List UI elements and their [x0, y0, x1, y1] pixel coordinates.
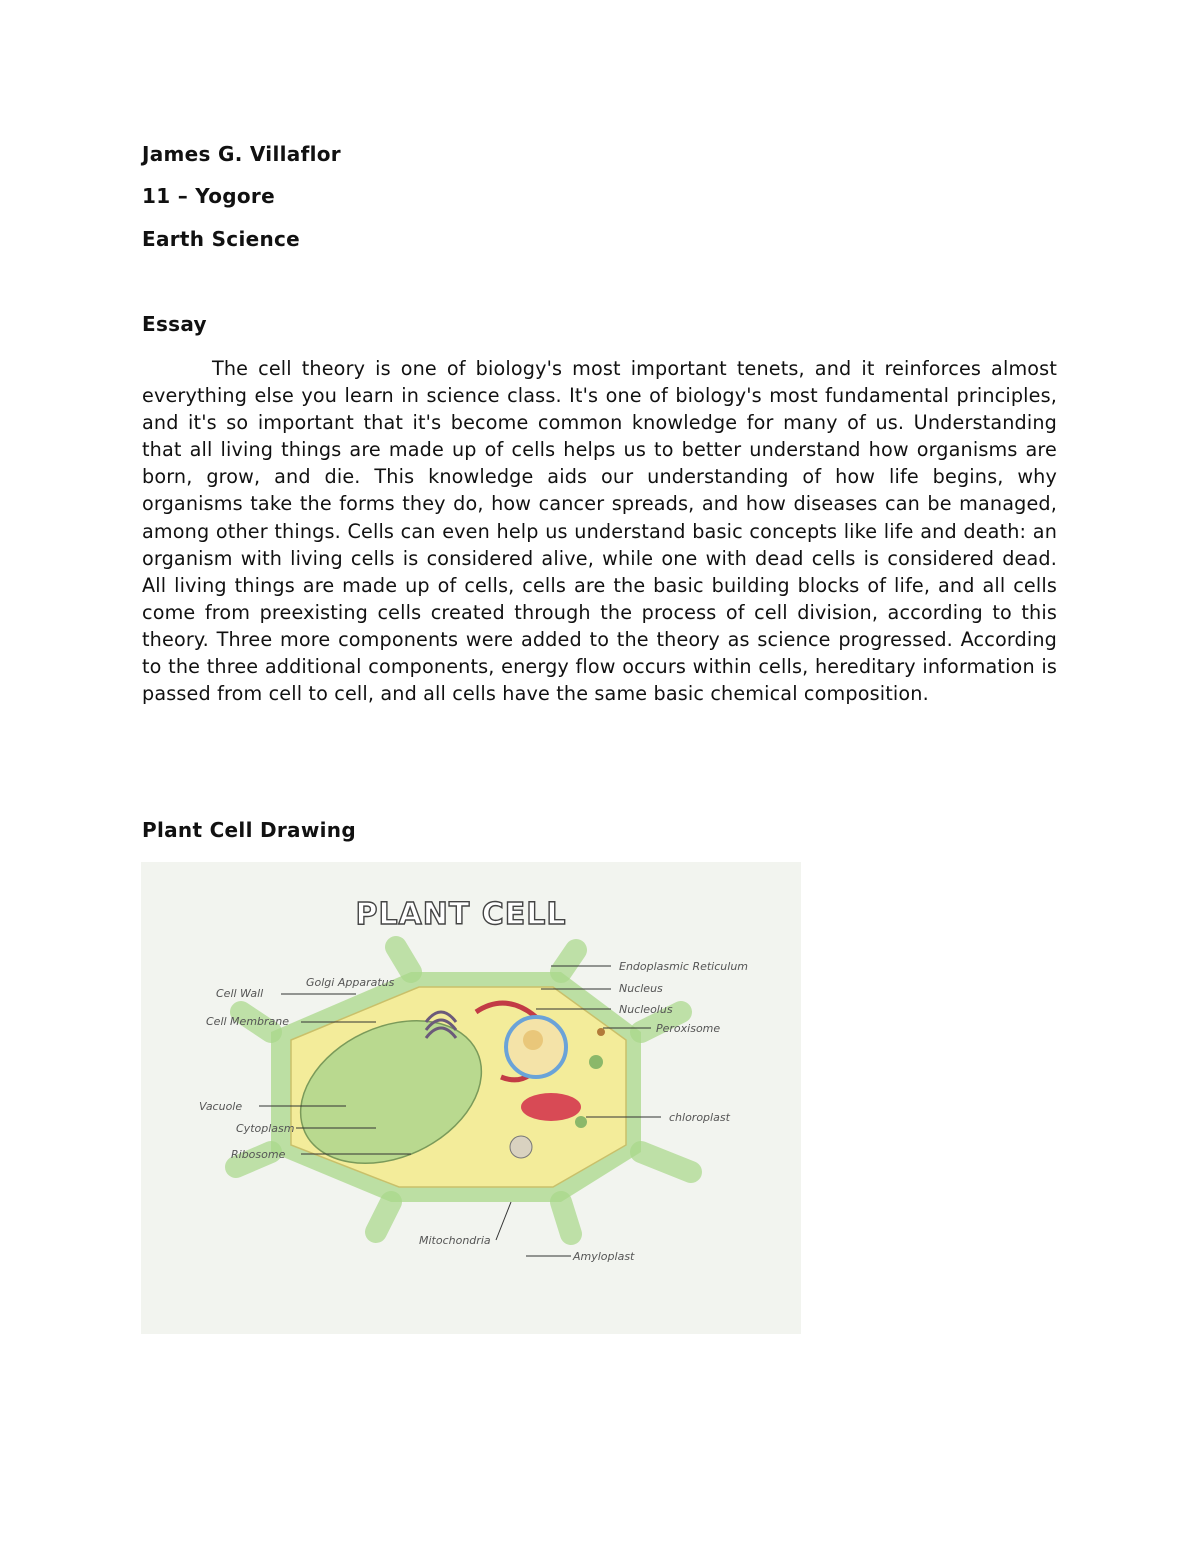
mitochondria: [521, 1093, 581, 1121]
label-chloroplast: chloroplast: [669, 1111, 730, 1124]
peroxisome: [597, 1028, 605, 1036]
label-nucleus: Nucleus: [619, 982, 663, 995]
subject-title: Earth Science: [142, 227, 301, 251]
student-name: James G. Villaflor: [142, 142, 341, 166]
label-nucleolus: Nucleolus: [619, 1003, 673, 1016]
label-cytoplasm: Cytoplasm: [236, 1122, 295, 1135]
amyloplast: [510, 1136, 532, 1158]
label-mitochondria: Mitochondria: [419, 1234, 491, 1247]
essay-heading: Essay: [142, 312, 207, 336]
label-amyloplast: Amyloplast: [573, 1250, 635, 1263]
label-golgi: Golgi Apparatus: [306, 976, 395, 989]
label-cell-membrane: Cell Membrane: [206, 1015, 290, 1028]
essay-body: [142, 355, 1057, 707]
label-peroxisome: Peroxisome: [656, 1022, 721, 1035]
plant-cell-illustration: [141, 862, 801, 1334]
label-vacuole: Vacuole: [199, 1100, 243, 1113]
drawing-heading: Plant Cell Drawing: [142, 818, 356, 842]
label-cell-wall: Cell Wall: [216, 987, 264, 1000]
chloroplast: [589, 1055, 603, 1069]
plant-cell-drawing: [141, 862, 801, 1334]
label-er: Endoplasmic Reticulum: [619, 960, 749, 973]
chloroplast: [575, 1116, 587, 1128]
essay-text: The cell theory is one of biology's most important tenets, and it reinforces almost everything else you learn in science class. It's one of biology's most fundamental principles, and it's so important that it's become common knowledge for many of us. Understanding that all living things are made up of cells helps us to better understand how organisms are born, grow, and die. This knowledge aids our understanding of how life begins, why organisms take the forms they do, how cancer spreads, and how diseases can be managed, among other things. Cells can even help us understand basic concepts like life and death: an organism with living cells is considered alive, while one with dead cells is considered dead. All living things are made up of cells, cells are the basic building blocks of life, and all cells come from preexisting cells created through the process of cell division, according to this theory. Three more components were added to the theory as science progressed. According to the three additional components, energy flow occurs within cells, hereditary information is passed from cell to cell, and all cells have the same basic chemical composition.: [142, 357, 1057, 706]
nucleolus: [523, 1030, 543, 1050]
drawing-title: PLANT CELL: [355, 897, 567, 932]
label-ribosome: Ribosome: [231, 1148, 286, 1161]
class-section: 11 – Yogore: [142, 184, 275, 208]
